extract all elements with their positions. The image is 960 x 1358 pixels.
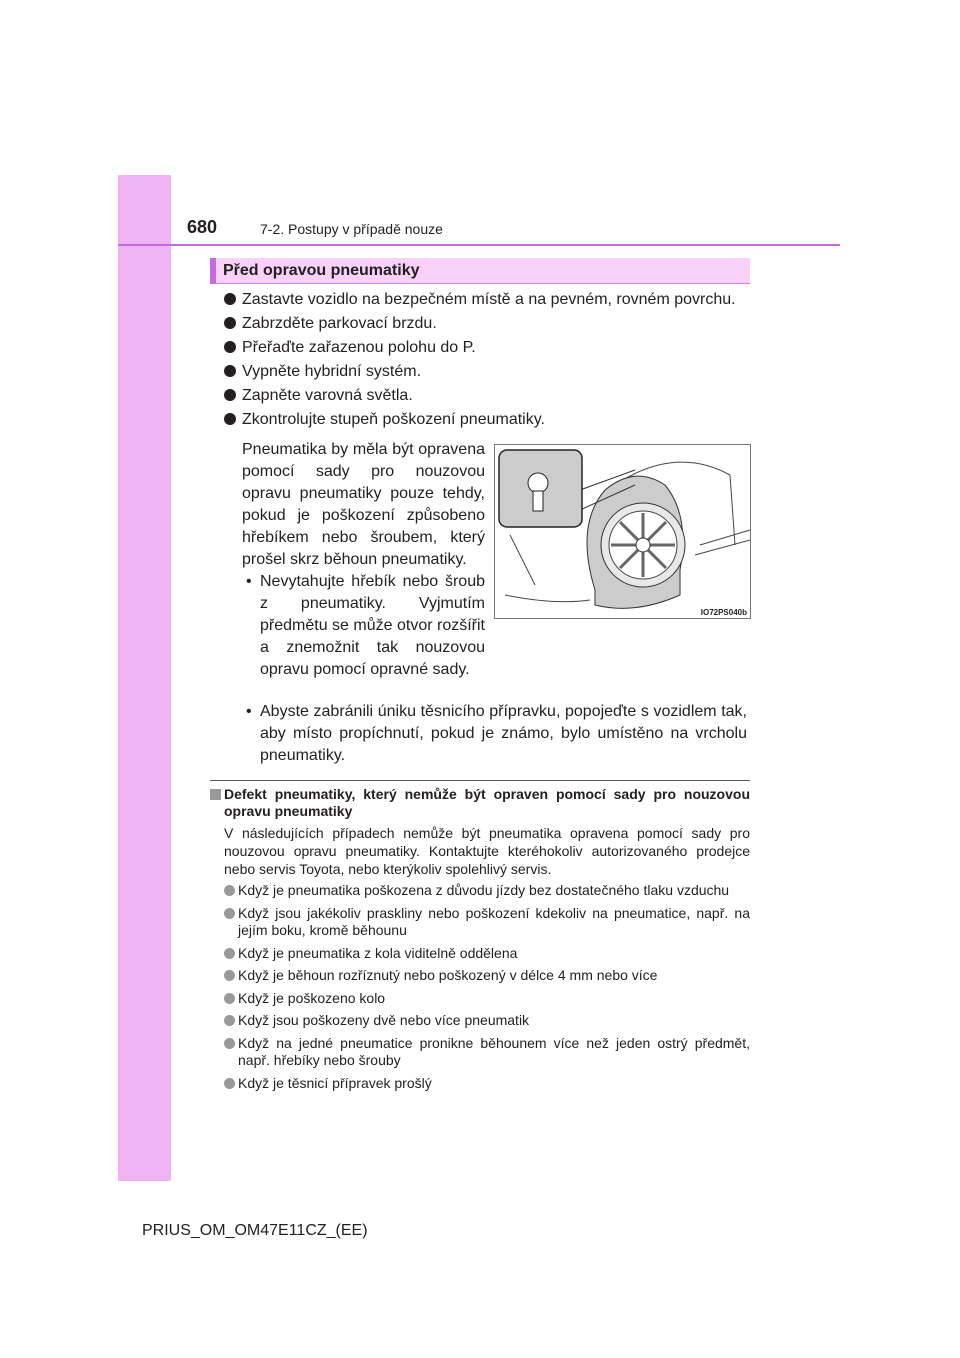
header-divider — [118, 244, 840, 246]
list-item-text: Zastavte vozidlo na bezpečném místě a na pevném, rovném povrchu. — [242, 291, 736, 308]
bullet-icon — [224, 1015, 235, 1026]
title-accent — [210, 258, 216, 284]
list-item-text: Když na jedné pneumatice pronikne běhounem více než jeden ostrý předmět, např. hřebíky nebo šrouby — [238, 1034, 750, 1068]
sub-bullet-text: Abyste zabránili úniku těsnicího přípravku, popojeďte s vozidlem tak, aby místo propíchnutí, pokud je známo, bylo umístěno na vrcholu pneumatiky. — [260, 703, 747, 764]
list-item — [224, 360, 764, 384]
list-item-text: Když je těsnicí přípravek prošlý — [238, 1074, 432, 1091]
list-item — [224, 1035, 750, 1070]
list-item-text: Když jsou poškozeny dvě nebo více pneumatik — [238, 1012, 530, 1028]
section-title-bar — [210, 258, 750, 284]
list-item — [224, 905, 750, 940]
unrepairable-defects-section — [210, 786, 750, 1097]
list-item — [224, 288, 764, 312]
list-item-text: Zapněte varovná světla. — [242, 387, 413, 404]
list-item-text: Zabrzděte parkovací brzdu. — [242, 315, 437, 332]
chapter-sidebar-tab — [118, 175, 171, 1181]
list-item — [224, 1012, 750, 1030]
paragraph: Pneumatika by měla být opravena pomocí sady pro nouzovou opravu pneumatiky pouze tehdy, pokud je poškození způsobeno hřebíkem nebo šroubem, který prošel skrz běhoun pneumatiky. — [242, 441, 485, 568]
tire-with-screw-illustration — [495, 445, 750, 618]
list-item — [224, 967, 750, 985]
sub-bullet-marker: • — [246, 703, 252, 720]
bullet-icon — [224, 1078, 235, 1089]
bullet-icon — [224, 885, 235, 896]
heading-text: Defekt pneumatiky, který nemůže být opraven pomocí sady pro nouzovou opravu pneumatiky — [224, 786, 750, 819]
bullet-icon — [224, 293, 236, 305]
sub-bullet-marker: • — [246, 573, 252, 590]
sub-bullet — [242, 571, 485, 681]
document-code: PRIUS_OM_OM47E11CZ_(EE) — [142, 1222, 368, 1239]
bullet-icon — [224, 389, 236, 401]
list-item-text: Když je poškozeno kolo — [238, 989, 386, 1006]
list-item — [224, 336, 764, 360]
sub-bullet-text: Nevytahujte hřebík nebo šroub z pneumatiky. Vyjmutím předmětu se může otvor rozšířit a znemožnit tak nouzovou opravu pomocí opravné sady. — [260, 573, 485, 678]
bullet-icon — [224, 317, 236, 329]
subsection-heading — [210, 786, 750, 820]
list-item — [224, 1075, 750, 1093]
square-bullet-icon — [210, 789, 221, 800]
defect-list — [224, 882, 750, 1092]
intro-paragraph: V následujících případech nemůže být pneumatika opravena pomocí sady pro nouzovou opravu pneumatiky. Kontaktujte kteréhokoliv autorizovaného prodejce nebo servis Toyota, nebo kterýkoliv spolehlivý servis. — [224, 825, 750, 877]
repair-condition-text — [242, 439, 485, 681]
bullet-icon — [224, 970, 235, 981]
bullet-icon — [224, 413, 236, 425]
page-number: 680 — [187, 217, 218, 237]
list-item-text: Zkontrolujte stupeň poškození pneumatiky. — [242, 411, 545, 428]
list-item-text: Vypněte hybridní systém. — [242, 363, 422, 380]
bullet-icon — [224, 341, 236, 353]
list-item — [224, 384, 764, 408]
bullet-icon — [224, 1038, 235, 1049]
precaution-list — [224, 288, 764, 432]
bullet-icon — [224, 365, 236, 377]
list-item-text: Když jsou jakékoliv praskliny nebo poškození kdekoliv na pneumatice, např. na jejím boku, kromě běhounu — [238, 904, 750, 938]
bullet-icon — [224, 948, 235, 959]
list-item-text: Když je pneumatika poškozena z důvodu jízdy bez dostatečného tlaku vzduchu — [238, 882, 730, 898]
list-item — [224, 990, 750, 1008]
list-item-text: Přeřaďte zařazenou polohu do P. — [242, 339, 476, 356]
section-divider — [210, 780, 750, 781]
list-item-text: Když je pneumatika z kola viditelně oddělena — [238, 944, 518, 961]
sub-bullet-wide — [242, 701, 747, 767]
figure-caption: IO72PS040b — [700, 608, 747, 617]
chapter-title: 7-2. Postupy v případě nouze — [260, 221, 443, 237]
list-item — [224, 312, 764, 336]
section-title: Před opravou pneumatiky — [223, 262, 420, 279]
bullet-icon — [224, 993, 235, 1004]
sub-bullet — [242, 701, 747, 767]
list-item-text: Když je běhoun rozříznutý nebo poškozený v délce 4 mm nebo více — [238, 967, 658, 983]
flat-tire-illustration — [494, 444, 751, 619]
list-item — [224, 408, 764, 432]
bullet-icon — [224, 908, 235, 919]
list-item — [224, 945, 750, 963]
list-item — [224, 882, 750, 900]
